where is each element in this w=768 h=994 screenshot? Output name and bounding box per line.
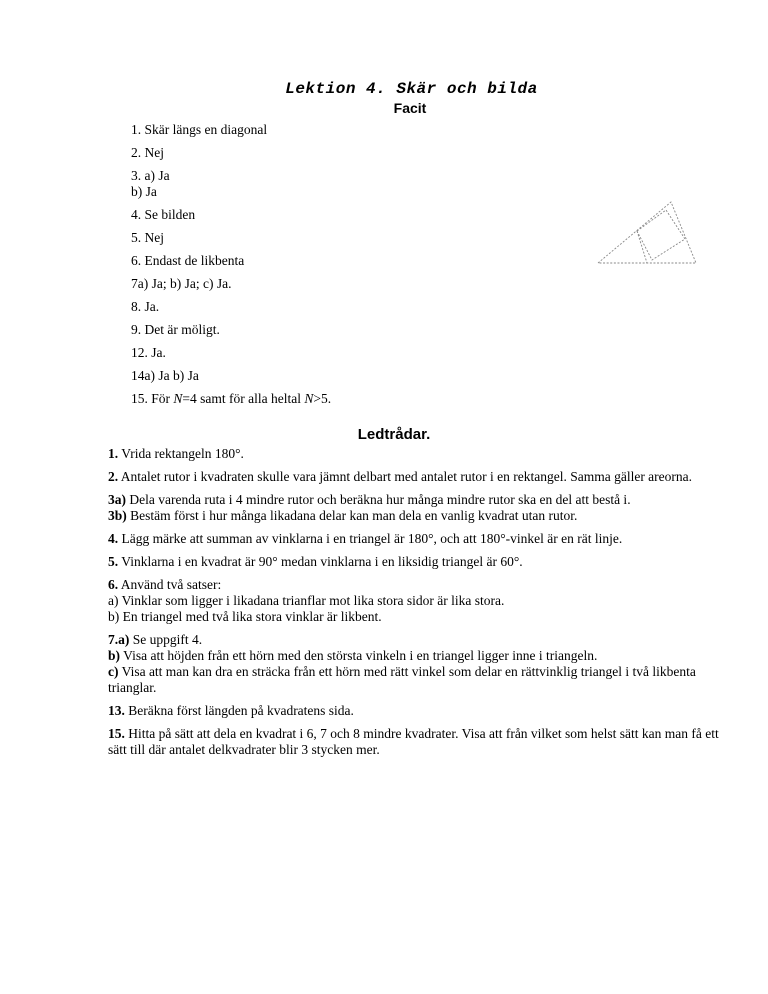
facit-item-15 — [131, 391, 551, 407]
hint-7c-text: Visa att man kan dra en sträcka från ett hörn med rätt vinkel som delar en rättvinklig triangel i två likbenta trianglar. — [108, 664, 696, 695]
hint-6-text: Använd två satser: — [118, 577, 222, 592]
hint-1-num: 1. — [108, 446, 119, 461]
hint-13-num: 13. — [108, 703, 125, 718]
hint-7a — [108, 632, 720, 648]
facit-list — [131, 122, 551, 414]
hint-7c — [108, 664, 720, 696]
facit-heading: Facit — [393, 100, 427, 116]
hint-2-text: Antalet rutor i kvadraten skulle vara jämnt delbart med antalet rutor i en rektangel. Samma gäller areorna. — [118, 469, 693, 484]
hint-4 — [108, 531, 720, 547]
facit-15-pre: 15. För — [131, 391, 174, 406]
hint-3a-text: Dela varenda ruta i 4 mindre rutor och beräkna hur många mindre rutor ska en del att bestå i. — [126, 492, 631, 507]
facit-item-3 — [131, 168, 551, 200]
facit-15-n2: N — [304, 391, 314, 406]
facit-item-14: 14a) Ja b) Ja — [131, 368, 199, 383]
hints-heading: Ledtrådar. — [357, 426, 431, 443]
hint-15-text: Hitta på sätt att dela en kvadrat i 6, 7 och 8 mindre kvadrater. Visa att från vilket som helst sätt kan man få ett sätt till där antalet delkvadrater blir 3 stycken mer. — [108, 726, 719, 757]
hint-6-intro — [108, 577, 720, 593]
hint-3a — [108, 492, 720, 508]
facit-item-3a: 3. a) Ja — [131, 168, 170, 183]
hint-6-num: 6. — [108, 577, 119, 592]
hint-7b — [108, 648, 720, 664]
hint-7 — [108, 632, 720, 696]
hint-7b-num: b) — [108, 648, 121, 663]
lesson-title: Lektion 4. Skär och bilda — [285, 80, 538, 98]
hint-3b — [108, 508, 720, 524]
hint-5-text: Vinklarna i en kvadrat är 90° medan vinklarna i en liksidig triangel är 60°. — [118, 554, 523, 569]
hint-5 — [108, 554, 720, 570]
hint-15 — [108, 726, 720, 758]
hint-13 — [108, 703, 720, 719]
hint-4-num: 4. — [108, 531, 119, 546]
hint-4-text: Lägg märke att summan av vinklarna i en triangel är 180°, och att 180°-vinkel är en rät linje. — [118, 531, 623, 546]
hint-1-text: Vrida rektangeln 180°. — [118, 446, 244, 461]
hint-2-num: 2. — [108, 469, 119, 484]
facit-15-mid: =4 samt för alla heltal — [182, 391, 305, 406]
hint-2 — [108, 469, 720, 485]
hint-1 — [108, 446, 720, 462]
triangle-outline — [598, 202, 696, 263]
facit-item-1: 1. Skär längs en diagonal — [131, 122, 268, 137]
hint-7b-text: Visa att höjden från ett hörn med den största vinkeln i en triangel ligger inne i triangeln. — [120, 648, 598, 663]
hint-3b-text: Bestäm först i hur många likadana delar kan man dela en vanlig kvadrat utan rutor. — [126, 508, 578, 523]
hint-7a-num: 7.a) — [108, 632, 130, 647]
facit-15-n1: N — [173, 391, 183, 406]
facit-item-3b: b) Ja — [131, 184, 157, 199]
facit-item-12: 12. Ja. — [131, 345, 166, 360]
hint-3 — [108, 492, 720, 524]
facit-item-4: 4. Se bilden — [131, 207, 196, 222]
facit-item-9: 9. Det är möligt. — [131, 322, 220, 337]
hint-3b-num: 3b) — [108, 508, 127, 523]
triangle-dissection-figure — [597, 200, 697, 266]
facit-item-5: 5. Nej — [131, 230, 164, 245]
hint-3a-num: 3a) — [108, 492, 126, 507]
hint-15-num: 15. — [108, 726, 125, 741]
facit-15-post: >5. — [313, 391, 332, 406]
hint-6 — [108, 577, 720, 625]
facit-item-6: 6. Endast de likbenta — [131, 253, 245, 268]
hint-6a: a) Vinklar som ligger i likadana trianflar mot lika stora sidor är lika stora. — [108, 593, 505, 608]
hint-6b: b) En triangel med två lika stora vinklar är likbent. — [108, 609, 382, 624]
facit-item-2: 2. Nej — [131, 145, 164, 160]
hints-list — [108, 446, 720, 765]
facit-item-8: 8. Ja. — [131, 299, 160, 314]
facit-item-7: 7a) Ja; b) Ja; c) Ja. — [131, 276, 232, 291]
hint-5-num: 5. — [108, 554, 119, 569]
hint-7c-num: c) — [108, 664, 119, 679]
hint-7a-text: Se uppgift 4. — [129, 632, 203, 647]
hint-13-text: Beräkna först längden på kvadratens sida. — [124, 703, 354, 718]
